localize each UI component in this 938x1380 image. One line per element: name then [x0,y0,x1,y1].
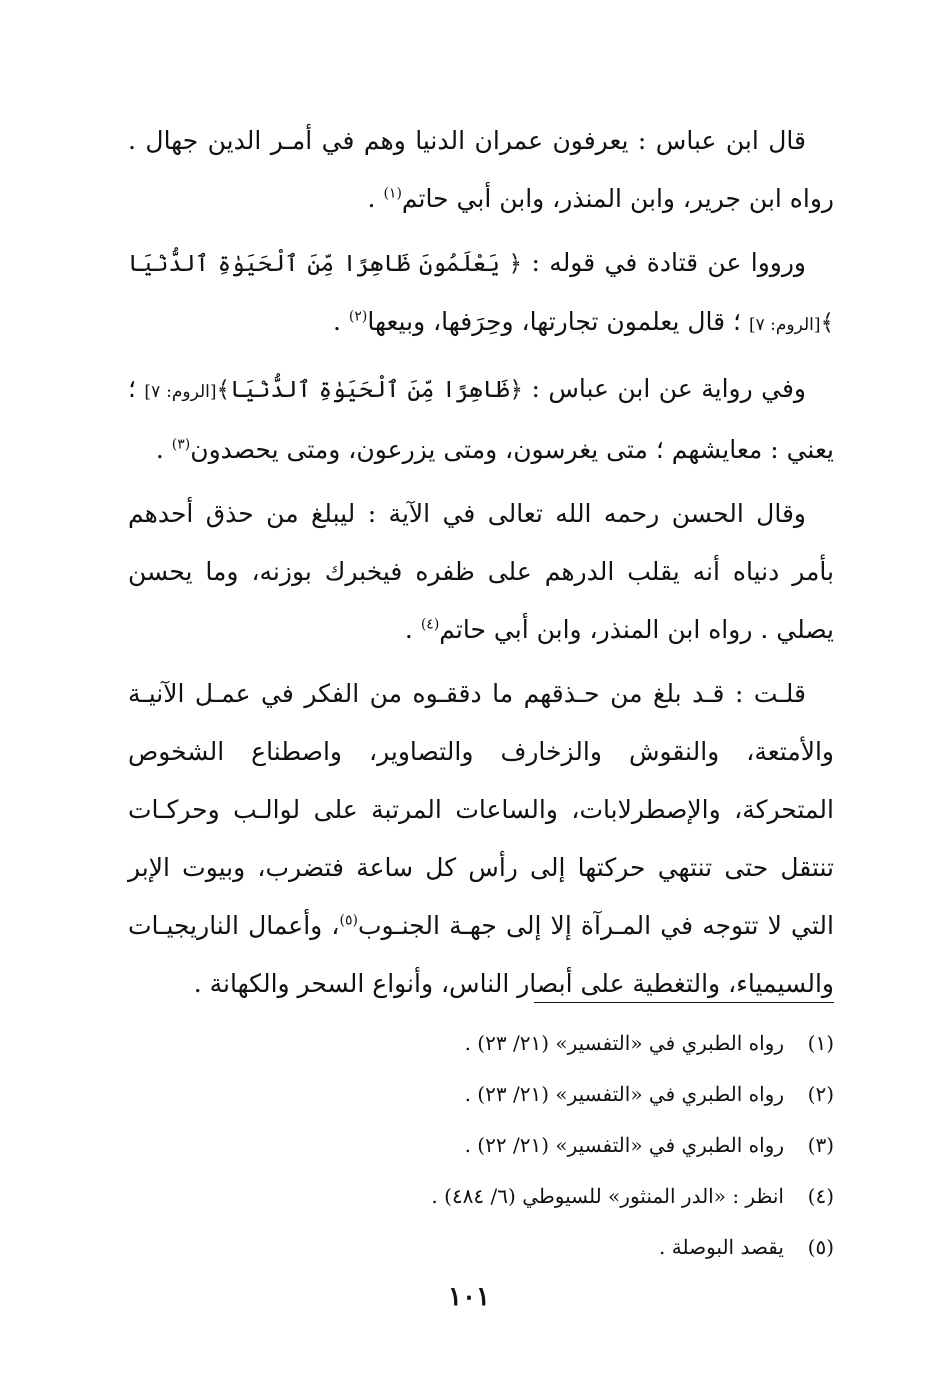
footnote-text: انظر : «الدر المنثور» للسيوطي (٦/ ٤٨٤) . [431,1184,784,1208]
paragraph-hasan [128,485,834,659]
footnote-number: (٣) [807,1133,834,1157]
paragraph-text: قال ابن عباس : يعرفون عمران الدنيا وهم في أمـر الدين جهال . رواه ابن جرير، وابن المنذر، وابن أبي حاتم [128,126,834,213]
footnote-marker: (١) [383,185,402,202]
verse-reference: [الروم: ٧] [748,315,821,335]
footnote-item [128,1171,834,1222]
footnote-marker: (٢) [348,308,368,325]
main-text [128,112,834,1019]
paragraph-riwaya [128,360,834,479]
footnotes [128,1018,834,1273]
footnote-number: (١) [807,1031,834,1055]
page-number: ١٠١ [448,1282,490,1312]
footnote-number: (٥) [807,1235,834,1259]
paragraph-lead: ورووا عن قتادة في قوله : [522,248,806,277]
footnote-item [128,1222,834,1273]
footnote-number: (٤) [807,1184,834,1208]
footnote-divider [534,1002,834,1003]
quran-verse: ﴿ظَاهِرًا مِّنَ ٱلْحَيَوٰةِ ٱلدُّنْيَا﴾ [216,377,523,403]
footnote-marker: (٤) [420,616,440,633]
paragraph-lead: وفي رواية عن ابن عباس : [523,374,806,403]
footnote-item [128,1018,834,1069]
footnote-text: يقصد البوصلة . [659,1235,784,1259]
paragraph-end: . [404,615,421,644]
footnote-item [128,1069,834,1120]
paragraph-end: . [155,435,172,464]
quran-verse: ﴿ يَعْلَمُونَ ظَاهِرًا مِّنَ ٱلْحَيَوٰةِ ٱلدُّنْيَا ﴾ [128,251,834,336]
paragraph-text: ؛ يعني : معايشهم ؛ متى يغرسون، ومتى يزرعون، ومتى يحصدون [128,374,834,464]
footnote-text: رواه الطبري في «التفسير» (٢١/ ٢٢) . [464,1133,784,1157]
paragraph-text: قلـت : قـد بلغ من حـذقهم ما دققـوه من الفكر في عمـل الآنيـة والأمتعة، والنقوش والزخارف والتصاوير، واصطناع الشخوص المتحركة، والإصطرلابات، والساعات المرتبة على لوالـب وحركـات تنتقل حتى تنتهي حركتها إلى رأس كل ساعة فتضرب، وبيوت الإبر التي لا تتوجه في المـرآة إلا إلى جهـة الجنـوب [128,679,834,940]
paragraph-ibn-abbas [128,112,834,228]
footnote-item [128,1120,834,1171]
footnote-number: (٢) [807,1082,834,1106]
footnote-text: رواه الطبري في «التفسير» (٢١/ ٢٣) . [464,1082,784,1106]
verse-reference: [الروم: ٧] [144,382,217,402]
paragraph-end: . [332,307,349,336]
footnote-marker: (٣) [171,436,191,453]
paragraph-text: وقال الحسن رحمه الله تعالى في الآية : ليبلغ من حذق أحدهم بأمر دنياه أنه يقلب الدرهم على ظفره فيخبرك بوزنه، وما يحسن يصلي . رواه ابن المنذر، وابن أبي حاتم [128,499,834,644]
footnote-marker: (٥) [339,912,358,929]
paragraph-end: . [367,184,384,213]
paragraph-qultu [128,665,834,1013]
paragraph-end: ، وأعمال الناريجيـات والسيمياء، والتغطية على أبصار الناس، وأنواع السحر والكهانة . [128,911,834,998]
paragraph-qatada [128,234,834,354]
paragraph-text: ؛ قال يعلمون تجارتها، وحِرَفها، وبيعها [367,307,749,336]
footnote-text: رواه الطبري في «التفسير» (٢١/ ٢٣) . [464,1031,784,1055]
